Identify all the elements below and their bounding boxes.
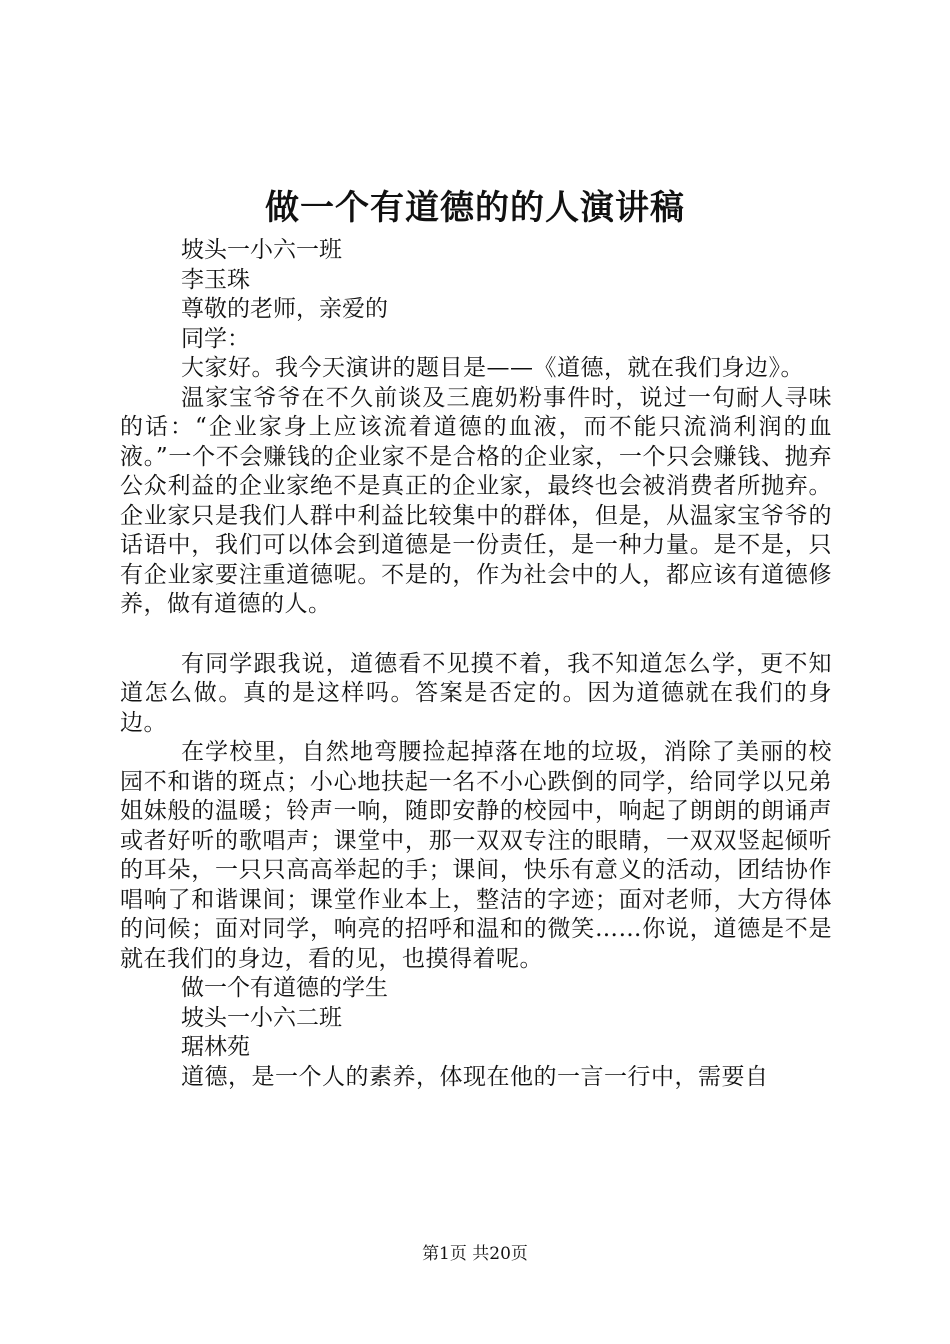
section-paragraph-start: 道德，是一个人的素养，体现在他的一言一行中，需要自 [181, 1063, 769, 1090]
paragraph-school: 在学校里，自然地弯腰捡起掉落在地的垃圾，消除了美丽的校园不和谐的斑点；小心地扶起一名不小心跌倒的同学，给同学以兄弟姐妹般的温暖；铃声一响，随即安静的校园中，响起了朗朗的朗诵声或者好听的歌唱声；课堂中，那一双双专注的眼睛，一双双竖起倾听的耳朵，一只只高高举起的手；课间，快乐有意义的活动，团结协作唱响了和谐课间；课堂作业本上，整洁的字迹；面对老师，大方得体的问候；面对同学，响亮的招呼和温和的微笑……你说，道德是不是就在我们的身边，看的见，也摸得着呢。 [120, 739, 832, 972]
section-author: 琚林苑 [181, 1034, 250, 1060]
paragraph-intro: 大家好。我今天演讲的题目是——《道德，就在我们身边》。 [181, 355, 804, 381]
author-name: 李玉珠 [181, 266, 250, 293]
section-heading: 做一个有道德的学生 [181, 975, 388, 1001]
class-line: 坡头一小六一班 [181, 237, 342, 263]
page-number-footer: 第1页 共20页 [422, 1244, 528, 1264]
salutation-line: 尊敬的老师，亲爱的 [181, 296, 388, 322]
paragraph-question: 有同学跟我说，道德看不见摸不着，我不知道怎么学，更不知道怎么做。真的是这样吗。答案是否定的。因为道德就在我们的身边。 [120, 650, 832, 736]
document-body [120, 236, 832, 1092]
paragraph-entrepreneur: 温家宝爷爷在不久前谈及三鹿奶粉事件时，说过一句耐人寻味的话：“企业家身上应该流着道德的血液，而不能只流淌利润的血液。”一个不会赚钱的企业家不是合格的企业家，一个只会赚钱、抛弃公众利益的企业家绝不是真正的企业家，最终也会被消费者所抛弃。企业家只是我们人群中利益比较集中的群体，但是，从温家宝爷爷的话语中，我们可以体会到道德是一份责任，是一种力量。是不是，只有企业家要注重道德呢。不是的，作为社会中的人，都应该有道德修养，做有道德的人。 [120, 384, 832, 617]
section-class-line: 坡头一小六二班 [181, 1004, 342, 1031]
paragraph-spacer [120, 620, 832, 650]
salutation-line-continued: 同学： [181, 325, 250, 352]
document-title: 做一个有道德的的人演讲稿 [265, 188, 685, 228]
